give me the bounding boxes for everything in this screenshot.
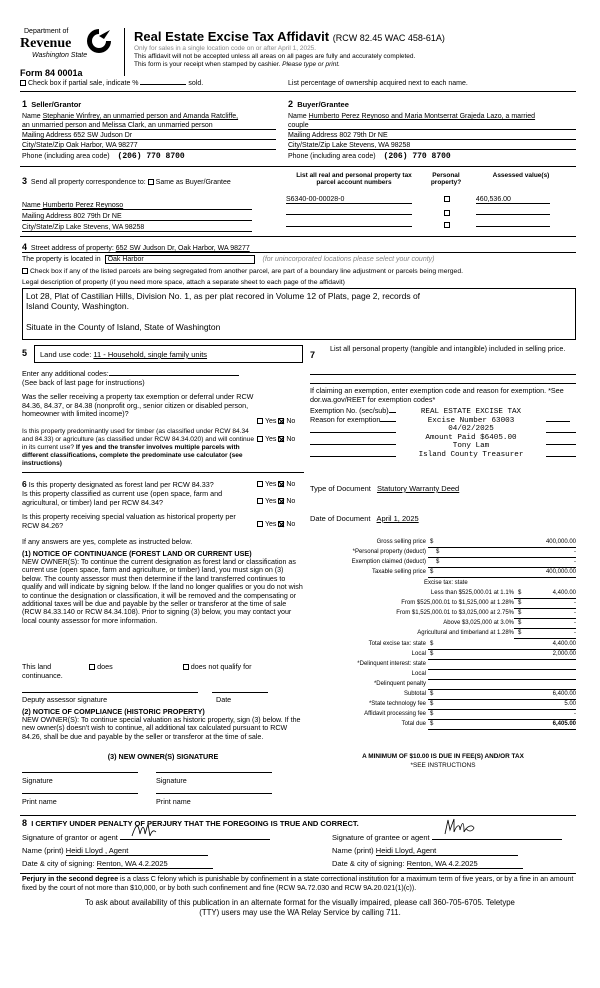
personal-property-checkbox-1[interactable] xyxy=(444,196,450,202)
tier5-row: Agricultural and timberland at 1.28% $ - xyxy=(310,630,576,639)
grantor-signature-scribble-icon xyxy=(130,820,158,840)
legal-description-box[interactable]: Lot 28, Plat of Castilian Hills, Division No. 1, as per plat recored in Volume 12 of Plats, page 2, records of Island County, Washington. Situate in the County of Island, State of Washington xyxy=(22,288,576,340)
deputy-date-label: Date xyxy=(216,695,232,704)
historic-question: Is this property receiving special valuation as historical property per RCW 84.26? xyxy=(22,512,236,530)
parcel-number-input-2[interactable] xyxy=(286,208,412,215)
segregated-checkbox[interactable] xyxy=(22,268,28,274)
forest-yes-no: Yes No xyxy=(257,481,295,488)
treasurer-stamp: REAL ESTATE EXCISE TAX Excise Number 63003 04/02/2025 Amount Paid $6405.00 Tony Lam Island County Treasurer xyxy=(396,408,546,460)
owner-signature-label-2: Signature xyxy=(156,776,187,785)
washington-state-text: Washington State xyxy=(32,52,88,59)
historic-yes-checkbox[interactable] xyxy=(257,521,263,527)
exemption-instructions: If claiming an exemption, enter exemption code and reason for exemption. *See dor.wa.gov/REET for exemption codes* xyxy=(310,386,564,404)
personal-property-checkbox-3[interactable] xyxy=(444,222,450,228)
header-note-3: This form is your receipt when stamped by cashier. Please type or print. xyxy=(134,61,340,68)
dor-emblem-icon xyxy=(84,28,114,54)
buyer-phone[interactable]: (206) 770 8700 xyxy=(383,152,451,161)
see-back-text: (See back of last page for instructions) xyxy=(22,378,145,387)
owner-print-label-1: Print name xyxy=(22,797,57,806)
seller-city[interactable]: Oak Harbor, WA 98277 xyxy=(65,142,138,149)
segregated-row: Check box if any of the listed parcels are being segregated from another parcel, are part of a boundary line adjustment or parcels being merged. xyxy=(22,268,576,275)
dor-logo xyxy=(18,28,118,72)
personal-property-section: 7 List all personal property (tangible and intangible) included in selling price. xyxy=(310,344,566,360)
correspondence-section: 3 Send all property correspondence to: Same as Buyer/Grantee Name Humberto Perez Reynoso Mailing Address 802 79th Dr NE City/State/Zip Lake Stevens, WA 98258 xyxy=(22,176,282,232)
header-note-2: This affidavit will not be accepted unless all areas on all pages are fully and accurately completed. xyxy=(134,53,416,60)
parcels-col-header: List all real and personal property tax parcel account numbers xyxy=(296,172,412,186)
same-as-buyer-checkbox[interactable] xyxy=(148,179,154,185)
notice-compliance-body: NEW OWNER(S): To continue special valuation as historic property, sign (3) below. If the new owner(s) doesn't wish to continue, all additional tax calculated pursuant to RCW 84.26, shall be due and payable by the seller or transferor at the time of sale. xyxy=(22,716,301,741)
certify-statement: 8 I CERTIFY UNDER PENALTY OF PERJURY THAT THE FOREGOING IS TRUE AND CORRECT. xyxy=(22,818,359,828)
unincorporated-hint: (for unincorporated locations please select your county) xyxy=(262,256,435,263)
current-use-question: Is this property classified as current use (open space, farm and agricultural, or timber) land per RCW 84.34? xyxy=(22,489,223,507)
grantee-date-row: Date & city of signing: Renton, WA 4.2.2025 xyxy=(332,859,523,869)
buyer-name[interactable]: Humberto Perez Reynoso and Maria Montserrat Grajeda Lazo, a married xyxy=(308,113,536,120)
owner-signature-label-1: Signature xyxy=(22,776,53,785)
excise-state-heading: Excise tax: state xyxy=(424,580,468,586)
partial-sale-row: Check box if partial sale, indicate % sold. xyxy=(20,80,203,87)
parcel-row-2 xyxy=(286,208,576,217)
document-type-row: Type of Document Statutory Warranty Deed xyxy=(310,484,460,493)
grantor-signature[interactable] xyxy=(120,830,270,840)
taxable-selling-price: 400,000.00 xyxy=(545,569,576,575)
historic-yes-no: Yes No xyxy=(257,521,295,528)
delinquent-penalty-row: *Delinquent penalty xyxy=(310,681,576,690)
document-date[interactable]: April 1, 2025 xyxy=(376,514,419,523)
grantor-date-city[interactable]: Renton, WA 4.2.2025 xyxy=(97,859,213,869)
seller-section: 1 Seller/Grantor Name Stephanie Winfrey, an unmarried person and Amanda Ratcliffe, an unmarried person and Melissa Clark, an unmarried person Mailing Address 652 SW Judson Dr City/State/Zip Oak Harbor, WA 98277 Phone (including area code) (206) 770 8700 xyxy=(22,99,276,161)
grantee-signature[interactable] xyxy=(432,830,562,840)
corr-mailing-address[interactable]: 802 79th Dr NE xyxy=(73,213,122,220)
current-use-yes-no: Yes No xyxy=(257,498,295,505)
document-type[interactable]: Statutory Warranty Deed xyxy=(376,484,460,493)
grantee-print-name[interactable]: Heidi Lloyd, Agent xyxy=(376,846,518,856)
exemption-yes-no: Yes No xyxy=(257,418,295,425)
seller-name[interactable]: Stephanie Winfrey, an unmarried person and Amanda Ratcliffe, xyxy=(42,113,239,120)
total-due-row: Total due $ 6,405.00 xyxy=(310,721,576,730)
corr-name[interactable]: Humberto Perez Reynoso xyxy=(42,202,124,209)
answers-instruction: If any answers are yes, complete as instructed below. xyxy=(22,537,193,546)
grantee-name-row: Name (print) Heidi Lloyd, Agent xyxy=(332,846,518,856)
timber-yes-checkbox[interactable] xyxy=(257,436,263,442)
additional-codes-input[interactable] xyxy=(109,375,239,376)
seller-phone[interactable]: (206) 770 8700 xyxy=(117,152,185,161)
additional-codes-row: Enter any additional codes: xyxy=(22,369,239,378)
affidavit-fee-row: Affidavit processing fee $ - xyxy=(310,711,576,720)
continuance-text: continuance. xyxy=(22,671,63,680)
does-not-checkbox[interactable] xyxy=(183,664,189,670)
taxable-selling-price-row: Taxable selling price $ 400,000.00 xyxy=(310,569,576,578)
perjury-notice: Perjury in the second degree is a class C felony which is punishable by confinement in a state correctional institution for a maximum term of five years, or by a fine in an amount fixed by the court of not more than $10,000, or by both such confinement and fine (RCW 9A.72.030 and RCW 9A.20.021(1)(c)). xyxy=(22,876,574,892)
grantor-name-row: Name (print) Heidi Lloyd , Agent xyxy=(22,846,208,856)
exemption-deduct-row: Exemption claimed (deduct) $ - xyxy=(310,559,576,568)
seller-name-line2[interactable]: an unmarried person and Melissa Clark, an unmarried person xyxy=(22,122,276,130)
deputy-signature-label: Deputy assessor signature xyxy=(22,695,108,704)
this-land-row: This land does does not qualify for xyxy=(22,662,252,671)
form-statute: (RCW 82.45 WAC 458-61A) xyxy=(332,33,445,43)
subtotal-row: Subtotal $ 6,400.00 xyxy=(310,691,576,700)
grantor-print-name[interactable]: Heidi Lloyd , Agent xyxy=(66,846,208,856)
tier2-row: From $525,000.01 to $1,525,000 at 1.28% $ - xyxy=(310,600,576,609)
gross-selling-price-row: Gross selling price $ 400,000.00 xyxy=(310,539,576,548)
parcel-number-input[interactable]: S6340-00-00028-0 xyxy=(286,196,412,204)
owner-print-label-2: Print name xyxy=(156,797,191,806)
grantee-signature-scribble-icon xyxy=(442,816,476,838)
parcel-number-input-3[interactable] xyxy=(286,220,412,227)
exemption-yes-checkbox[interactable] xyxy=(257,418,263,424)
notice-continuance-body: NEW OWNER(S): To continue the current designation as forest land or classification as current use (open space, farm and agriculture, or timber) land, you must sign on (3) below. The county assessor must then determine if the land transferred continues to qualify and will indicate by signing below. If the land no longer qualifies or you do not wish to continue the designation or classification, it will be removed and the compensating or additional taxes will be due and payable by the seller or transferor at the time of sale (RCW 84.33.140 or RCW 84.34.108). Prior to signing (3) below, you may contact your local county assessor for more information. xyxy=(22,558,303,625)
dept-of-text: Department of xyxy=(24,28,69,35)
total-excise-state-row: Total excise tax: state $ 4,400.00 xyxy=(310,641,576,650)
legal-desc-label: Legal description of property (if you need more space, attach a separate sheet to each page of the affidavit) xyxy=(22,279,345,286)
personal-col-header: Personal property? xyxy=(430,172,462,186)
form-number: Form 84 0001a xyxy=(20,68,83,78)
form-title: Real Estate Excise Tax Affidavit (RCW 82.45 WAC 458-61A) xyxy=(134,29,445,44)
grantee-signature-row: Signature of grantee or agent xyxy=(332,830,562,842)
tier4-row: Above $3,025,000 at 3.0% $ - xyxy=(310,620,576,629)
exemption-number-row: Exemption No. (sec/sub) xyxy=(310,406,539,415)
delinquent-interest-local-row: Local xyxy=(310,671,576,680)
parcel-row-1 xyxy=(286,196,576,204)
notice-compliance-title: (2) NOTICE OF COMPLIANCE (HISTORIC PROPERTY) xyxy=(22,707,205,716)
grantee-date-city[interactable]: Renton, WA 4.2.2025 xyxy=(407,859,523,869)
exemption-reason-row: Reason for exemption xyxy=(310,415,570,424)
total-due: 6,405.00 xyxy=(552,721,576,727)
assessed-col-header: Assessed value(s) xyxy=(492,172,550,179)
current-use-yes-checkbox[interactable] xyxy=(257,498,263,504)
tier1-row: Less than $525,000.01 at 1.1% $ 4,400.00 xyxy=(310,590,576,599)
technology-fee-row: *State technology fee $ 5.00 xyxy=(310,701,576,710)
grantor-signature-row: Signature of grantor or agent xyxy=(22,830,270,842)
timber-yes-no: Yes No xyxy=(257,436,295,443)
location-row: The property is located in Oak Harbor (for unincorporated locations please select your county) xyxy=(22,256,435,263)
timber-no-checkbox[interactable] xyxy=(278,436,284,442)
buyer-section: 2 Buyer/Grantee Name Humberto Perez Reynoso and Maria Montserrat Grajeda Lazo, a married couple Mailing Address 802 79th Dr NE City/State/Zip Lake Stevens, WA 98258 Phone (including area code) (206) 770 8700 xyxy=(288,99,576,161)
header-note-1: Only for sales in a single location code on or after April 1, 2025. xyxy=(134,45,317,52)
historic-no-checkbox[interactable] xyxy=(278,521,284,527)
street-address-row: 4 Street address of property: 652 SW Judson Dr, Oak Harbor, WA 98277 xyxy=(22,242,576,253)
current-use-no-checkbox[interactable] xyxy=(278,498,284,504)
buyer-mailing-address[interactable]: 802 79th Dr NE xyxy=(339,132,388,139)
corr-city[interactable]: Lake Stevens, WA 98258 xyxy=(65,224,145,231)
forest-question: 6 Is this property designated as forest land per RCW 84.33? xyxy=(22,479,214,489)
exemption-no-checkbox[interactable] xyxy=(278,418,284,424)
revenue-wordmark: Revenue xyxy=(20,36,72,51)
assessed-value-input[interactable]: 460,536.00 xyxy=(476,196,550,204)
notice-continuance-title: (1) NOTICE OF CONTINUANCE (FOREST LAND OR CURRENT USE) xyxy=(22,549,252,558)
personal-property-deduct-row: *Personal property (deduct) $ - xyxy=(310,549,576,558)
personal-property-checkbox-2[interactable] xyxy=(444,210,450,216)
timber-question: Is this property predominantly used for timber (as classified under RCW 84.34 and 84.33) or agriculture (as classified under RCW 84.34.020) and will continue in its current use? If yes and the transfer involves multiple parcels with different classifications, complete the predominate use calculator (see instructions) xyxy=(22,428,255,467)
buyer-city[interactable]: Lake Stevens, WA 98258 xyxy=(331,142,411,149)
forest-no-checkbox[interactable] xyxy=(278,481,284,487)
grantor-date-row: Date & city of signing: Renton, WA 4.2.2025 xyxy=(22,859,213,869)
assessed-value-input-2[interactable] xyxy=(476,208,550,215)
parcel-row-3 xyxy=(286,220,576,229)
buyer-name-line2[interactable]: couple xyxy=(288,122,576,130)
see-instructions-note: *SEE INSTRUCTIONS xyxy=(410,762,476,769)
minimum-fee-note: A MINIMUM OF $10.00 IS DUE IN FEE(S) AND/OR TAX xyxy=(362,753,524,760)
street-address[interactable]: 652 SW Judson Dr, Oak Harbor, WA 98277 xyxy=(115,245,250,252)
does-checkbox[interactable] xyxy=(89,664,95,670)
tier3-row: From $1,525,000.01 to $3,025,000 at 2.75% $ - xyxy=(310,610,576,619)
local-excise-row: Local $ 2,000.00 xyxy=(310,651,576,660)
land-use-code[interactable]: 11 - Household, single family units xyxy=(93,350,208,359)
forest-yes-checkbox[interactable] xyxy=(257,481,263,487)
exemption-question: Was the seller receiving a property tax exemption or deferral under RCW 84.36, 84.37, or 84.38 (nonprofit org., senior citizen or disabled person, homeowner with limited income)? xyxy=(22,392,254,418)
delinquent-interest-state-row: *Delinquent interest: state xyxy=(310,661,576,670)
accessibility-notice: To ask about availability of this publication in an alternate format for the visually impaired, please call 360-705-6705. Teletype (TTY) users may use the WA Relay Service by calling 711. xyxy=(85,898,515,917)
partial-sale-checkbox[interactable] xyxy=(20,80,26,86)
location-select[interactable]: Oak Harbor xyxy=(105,255,255,264)
assessed-value-input-3[interactable] xyxy=(476,220,550,227)
seller-mailing-address[interactable]: 652 SW Judson Dr xyxy=(73,132,133,139)
document-date-row: Date of Document April 1, 2025 xyxy=(310,514,419,523)
new-owner-signature-title: (3) NEW OWNER(S) SIGNATURE xyxy=(107,752,219,761)
gross-selling-price[interactable]: 400,000.00 xyxy=(545,539,576,545)
ownership-note: List percentage of ownership acquired next to each name. xyxy=(288,80,468,87)
land-use-box: 5 Land use code: 11 - Household, single family units xyxy=(22,345,303,363)
